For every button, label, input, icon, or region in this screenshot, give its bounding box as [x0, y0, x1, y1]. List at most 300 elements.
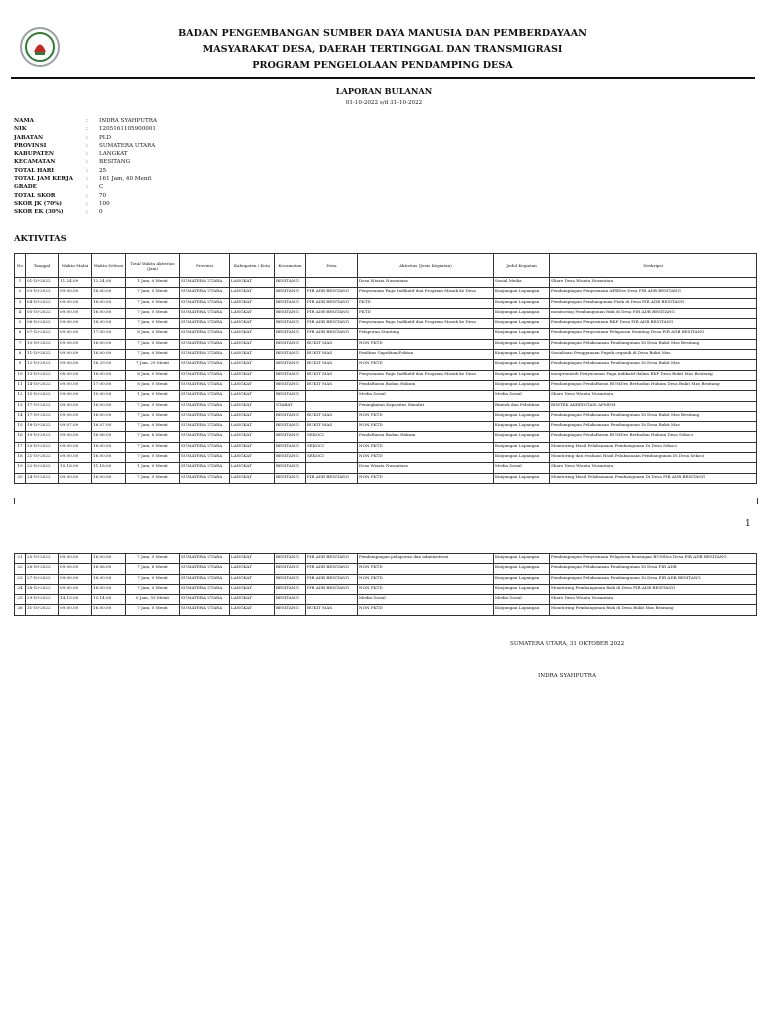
table-cell: 7 Jam, 0 Menit [126, 554, 180, 564]
table-cell: 09.00.00 [59, 473, 92, 483]
table-cell: 16.00.00 [92, 453, 126, 463]
table-cell: 17.00.00 [92, 329, 126, 339]
table-cell: 09.00.00 [59, 442, 92, 452]
table-row [15, 453, 757, 463]
table-cell: LANGKAT [230, 574, 275, 584]
table-cell: 16.00.00 [92, 411, 126, 421]
table-cell: SUMATERA UTARA [180, 595, 230, 605]
table-cell: SUMATERA UTARA [180, 339, 230, 349]
table-cell: 15.14.00 [92, 595, 126, 605]
table-cell: 0 Jam, 59 Menit [126, 595, 180, 605]
table-cell: Share Desa Wisata Nusantara [550, 463, 757, 473]
table-cell: NON PKTD [358, 360, 494, 370]
table-cell: Kunjungan Lapangan [494, 584, 550, 594]
table-cell: 7 Jam, 0 Menit [126, 411, 180, 421]
table-cell: Pendaftaran Badan Hukum [358, 432, 494, 442]
table-cell: Monitoring Hasil Pelaksanaan Pembangunan Di Desa Sekoci [550, 442, 757, 452]
table-cell: LANGKAT [230, 278, 275, 288]
table-cell: 11 [15, 380, 26, 390]
info-value: 70 [99, 192, 107, 199]
info-value: LANGKAT [99, 151, 128, 158]
report-period: 01-10-2022 s/d 31-10-2022 [345, 100, 423, 106]
table-cell: BESITANG [275, 339, 306, 349]
table-cell: PIR ADB BESITANG [306, 554, 358, 564]
info-row [14, 134, 157, 142]
info-label: NAMA [14, 118, 34, 124]
table-cell: LANGKAT [230, 319, 275, 329]
table-cell: 7 Jam, 0 Menit [126, 308, 180, 318]
table-cell: BESITANG [275, 453, 306, 463]
info-label: GRADE [14, 184, 37, 191]
table-cell: 09.00.00 [59, 329, 92, 339]
table-cell: SUMATERA UTARA [180, 288, 230, 298]
table-cell: 06-10-2022 [26, 319, 59, 329]
table-cell: LANGKAT [230, 329, 275, 339]
table-cell: Share Desa Wisata Nusantara [550, 391, 757, 401]
table-cell: 27-10-2022 [26, 574, 59, 584]
table-cell: 17-10-2022 [26, 401, 59, 411]
table-cell: Penyusunan Pagu Indikatif dan Program Masuk ke Desa [358, 370, 494, 380]
table-cell: 7 Jam, 0 Menit [126, 339, 180, 349]
table-cell: LANGKAT [230, 380, 275, 390]
table-cell: Pendampingan Pendaftaran BUMDes Berbadan Hukum Desa Sekoci [550, 432, 757, 442]
org-line-3: PROGRAM PENGELOLAAN PENDAMPING DESA [252, 60, 513, 71]
table-cell: 1 Jam, 0 Menit [126, 278, 180, 288]
logo-base [35, 52, 45, 55]
table-cell: 31-10-2022 [26, 605, 59, 615]
table-cell: NON PKTD [358, 411, 494, 421]
table-cell: BESITANG [275, 564, 306, 574]
table-cell: Pendampingan Pelaksanaan Pembangunan Di Desa PIR ADB BESITANG [550, 574, 757, 584]
table-cell: LANGKAT [230, 463, 275, 473]
table-cell: 17.00.00 [92, 380, 126, 390]
table-cell: 7 Jam, 6 Menit [126, 432, 180, 442]
info-row [14, 183, 157, 191]
info-label: SKOR EK (30%) [14, 209, 64, 216]
report-title: LAPORAN BULANAN [335, 86, 433, 96]
table-cell: 16.29.00 [92, 360, 126, 370]
table-cell: BESITANG [275, 329, 306, 339]
table-cell: Pendaftaran Badan Hukum [358, 380, 494, 390]
table-cell: 09.00.00 [59, 401, 92, 411]
table-cell: 01-10-2022 [26, 278, 59, 288]
table-row [15, 463, 757, 473]
info-value: 161 Jam, 40 Menit [99, 176, 152, 183]
table-cell: BESITANG [275, 595, 306, 605]
table-cell: Penyusunan Pagu Indikatif dan Program Masuk ke Desa [358, 288, 494, 298]
table-cell: 16.07.00 [92, 422, 126, 432]
activity-table [14, 253, 757, 484]
table-row [15, 605, 757, 615]
table-cell: BESITANG [275, 574, 306, 584]
info-separator: : [86, 192, 88, 199]
table-cell: LANGKAT [230, 442, 275, 452]
table-cell: 14-10-2022 [26, 380, 59, 390]
table-cell: 22-10-2022 [26, 463, 59, 473]
table-cell: 09.00.00 [59, 564, 92, 574]
table-cell: Desa Wisata Nusantara [358, 278, 494, 288]
table-row [15, 554, 757, 564]
table-cell: 24-10-2022 [26, 473, 59, 483]
table-cell: SUMATERA UTARA [180, 370, 230, 380]
table-cell: 09.00.00 [59, 605, 92, 615]
table-cell: 16.00.00 [92, 298, 126, 308]
table-cell: 7 Jam, 0 Menit [126, 422, 180, 432]
table-cell: Kunjungan Lapangan [494, 329, 550, 339]
column-header: Tanggal [26, 254, 59, 278]
table-cell: 7 Jam, 0 Menit [126, 288, 180, 298]
info-label: KABUPATEN [14, 151, 54, 158]
table-cell: PIR ADB BESITANG [306, 288, 358, 298]
column-header: Waktu Selesai [92, 254, 126, 278]
table-row [15, 278, 757, 288]
table-cell: LANGKAT [230, 339, 275, 349]
table-cell: Desa Wisata Nusantara [358, 463, 494, 473]
table-cell: Pendampingan Penyusunan Pelaporan Stunting Desa PIR ADB BESITANG [550, 329, 757, 339]
table-cell: Kunjungan Lapangan [494, 453, 550, 463]
table-cell: 10 [15, 370, 26, 380]
table-cell: Pendampingan Pelaksanaan Pembangunan Di Desa Bukit Mas [550, 360, 757, 370]
table-cell: PIR ADB BESITANG [306, 564, 358, 574]
table-cell: NON PKTD [358, 339, 494, 349]
table-cell: LANGKAT [230, 288, 275, 298]
personal-info [14, 117, 157, 217]
table-cell: 8 Jam, 0 Menit [126, 329, 180, 339]
table-cell: Kunjungan Lapangan [494, 564, 550, 574]
table-row [15, 473, 757, 483]
table-cell: 7 Jam, 0 Menit [126, 473, 180, 483]
table-cell: SEKOCI [306, 442, 358, 452]
table-cell: SUMATERA UTARA [180, 574, 230, 584]
table-cell: 16.00.00 [92, 401, 126, 411]
table-cell: Kunjungan Lapangan [494, 319, 550, 329]
table-cell: LANGKAT [230, 350, 275, 360]
table-cell: 17 [15, 442, 26, 452]
info-row [14, 167, 157, 175]
table-cell: SUMATERA UTARA [180, 473, 230, 483]
header-divider [11, 77, 755, 79]
info-separator: : [86, 151, 88, 158]
info-value: PLD [99, 134, 111, 141]
table-cell: 24 [15, 584, 26, 594]
ministry-logo [20, 27, 60, 67]
table-cell: 7 Jam, 0 Menit [126, 442, 180, 452]
table-cell: 15 [15, 422, 26, 432]
table-cell: SUMATERA UTARA [180, 422, 230, 432]
table-cell: 8 [15, 350, 26, 360]
org-line-2: MASYARAKAT DESA, DAERAH TERTINGGAL DAN TRANSMIGRASI [202, 44, 563, 55]
table-cell: STABAT [275, 401, 306, 411]
column-header: Kabupaten / Kota [230, 254, 275, 278]
table-cell: 16.00.00 [92, 605, 126, 615]
info-value: 1205161105900001 [99, 126, 156, 133]
table-cell: PIR ADB BESITANG [306, 584, 358, 594]
table-cell: 16.00.00 [92, 308, 126, 318]
table-cell: PIR ADB BESITANG [306, 574, 358, 584]
info-label: KECAMATAN [14, 159, 56, 166]
table-cell: Kunjungan Lapangan [494, 370, 550, 380]
table-cell: NON PKTD [358, 584, 494, 594]
table-cell: 20 [15, 473, 26, 483]
table-cell: BESITANG [275, 370, 306, 380]
table-cell: Kunjungan Lapangan [494, 411, 550, 421]
table-cell: PIR ADB BESITANG [306, 473, 358, 483]
table-row [15, 584, 757, 594]
table-row [15, 442, 757, 452]
logo-emblem [34, 45, 46, 53]
organization-header [150, 26, 615, 74]
table-cell: Media Sosial [494, 463, 550, 473]
table-cell: PKTD [358, 308, 494, 318]
table-cell: LANGKAT [230, 422, 275, 432]
table-cell: 16.00.00 [92, 350, 126, 360]
table-cell: BESITANG [275, 380, 306, 390]
table-cell: 09.00.00 [59, 288, 92, 298]
table-cell: Pendampingan Pelaksanaan Pembangunan Di Desa Bukit Mas [550, 422, 757, 432]
info-row [14, 192, 157, 200]
table-cell: 9 [15, 360, 26, 370]
column-header: Kecamatan [275, 254, 306, 278]
table-cell: Kunjungan Lapangan [494, 360, 550, 370]
table-cell: 16.06.00 [92, 432, 126, 442]
table-cell: monpromisth Penyusunan Pagu indikatif dalam RKP Desa Bukit Mas Besitang [550, 370, 757, 380]
table-cell: BUKIT MAS [306, 360, 358, 370]
table-cell: LANGKAT [230, 298, 275, 308]
table-cell: Sosialisasi Penggunaan Pupuk organik di Desa Bukit Mas [550, 350, 757, 360]
table-cell: 7 Jam, 0 Menit [126, 574, 180, 584]
table-cell: SUMATERA UTARA [180, 605, 230, 615]
table-cell: 09.00.00 [59, 453, 92, 463]
table-cell: 20-10-2022 [26, 442, 59, 452]
table-cell: 12.24.00 [92, 278, 126, 288]
table-cell: Kunjungan Lapangan [494, 308, 550, 318]
org-line-1: BADAN PENGEMBANGAN SUMBER DAYA MANUSIA DAN PEMBERDAYAAN [178, 28, 587, 39]
table-cell: BIMTEK AKREDITASI APMDM [550, 401, 757, 411]
table-cell: SUMATERA UTARA [180, 391, 230, 401]
table-cell: BESITANG [275, 360, 306, 370]
info-separator: : [86, 200, 88, 207]
table-cell: 16.06.00 [92, 564, 126, 574]
table-cell: Media Sosial [358, 391, 494, 401]
table-cell: BESITANG [275, 391, 306, 401]
info-label: JABATAN [14, 134, 44, 141]
table-cell: Media Sosial [494, 391, 550, 401]
table-cell: Kunjungan Lapangan [494, 432, 550, 442]
table-cell [306, 463, 358, 473]
table-cell: NON PKTD [358, 605, 494, 615]
table-row [15, 391, 757, 401]
table-cell: 04-10-2022 [26, 298, 59, 308]
table-cell: BESITANG [275, 554, 306, 564]
table-cell: LANGKAT [230, 554, 275, 564]
info-label: SKOR JK (70%) [14, 200, 63, 207]
table-cell: 10.18.00 [59, 463, 92, 473]
table-cell: Share Desa Wisata Nusantara [550, 595, 757, 605]
table-cell: 1 Jam, 0 Menit [126, 463, 180, 473]
column-header: Provinsi [180, 254, 230, 278]
table-cell: BESITANG [275, 308, 306, 318]
info-row [14, 150, 157, 158]
table-cell: LANGKAT [230, 605, 275, 615]
table-cell: 09.00.00 [59, 584, 92, 594]
table-cell: LANGKAT [230, 401, 275, 411]
table-cell: 18-10-2022 [26, 422, 59, 432]
table-cell: 7 Jam, 0 Menit [126, 584, 180, 594]
table-cell: 11.18.00 [92, 463, 126, 473]
table-cell: 09.00.00 [59, 308, 92, 318]
table-cell: Media Sosial [358, 595, 494, 605]
table-cell: 8 Jam, 0 Menit [126, 370, 180, 380]
info-separator: : [86, 134, 88, 141]
table-cell: 09.00.00 [59, 554, 92, 564]
table-cell: 16.00.00 [92, 288, 126, 298]
signature-place-date: SUMATERA UTARA, 31 OKTOBER 2022 [510, 641, 625, 647]
table-cell: 18 [15, 453, 26, 463]
page-number: 1 [745, 519, 751, 529]
table-cell: PKTD [358, 298, 494, 308]
table-cell: SUMATERA UTARA [180, 584, 230, 594]
table-row [15, 350, 757, 360]
table-cell: SUMATERA UTARA [180, 453, 230, 463]
table-row [15, 288, 757, 298]
table-cell: LANGKAT [230, 411, 275, 421]
table-cell: BUKIT MAS [306, 339, 358, 349]
table-cell: Media Sosial [494, 595, 550, 605]
table-row [15, 564, 757, 574]
table-cell: 26 [15, 605, 26, 615]
table-cell: 16.00.00 [92, 442, 126, 452]
table-cell: Monitoring Pembangunan fisik di Desa PIR ADB BESITANG [550, 584, 757, 594]
info-value: C [99, 184, 104, 191]
table-row [15, 308, 757, 318]
info-value: SUMATERA UTARA [99, 142, 156, 149]
info-value: 100 [99, 200, 110, 207]
table-cell: BESITANG [275, 422, 306, 432]
info-row [14, 200, 157, 208]
table-cell: BESITANG [275, 350, 306, 360]
table-cell: 26-10-2022 [26, 564, 59, 574]
table-row [15, 574, 757, 584]
table-cell: 11-10-2022 [26, 350, 59, 360]
table-cell: 7 Jam, 29 Menit [126, 360, 180, 370]
table-cell: Kunjungan Lapangan [494, 554, 550, 564]
table-cell: 12 [15, 391, 26, 401]
table-cell: NON PKTD [358, 453, 494, 463]
table-cell: NON PKTD [358, 422, 494, 432]
table-row [15, 329, 757, 339]
table-cell: 09.00.00 [59, 298, 92, 308]
table-cell: Kunjungan Lapangan [494, 298, 550, 308]
table-cell: NON PKTD [358, 564, 494, 574]
table-cell: NON PKTD [358, 442, 494, 452]
table-cell: BUKIT MAS [306, 422, 358, 432]
table-cell: BESITANG [275, 442, 306, 452]
table-cell: 15-10-2022 [26, 391, 59, 401]
table-cell: 08.00.00 [59, 370, 92, 380]
table-cell: 2 [15, 288, 26, 298]
table-cell: SUMATERA UTARA [180, 298, 230, 308]
signature-name: INDRA SYAHPUTRA [538, 673, 596, 679]
info-separator: : [86, 176, 88, 183]
info-separator: : [86, 209, 88, 216]
table-cell: SEKOCI [306, 453, 358, 463]
table-cell: LANGKAT [230, 595, 275, 605]
column-header: Judul Kegiatan [494, 254, 550, 278]
table-cell: SUMATERA UTARA [180, 350, 230, 360]
table-cell: Pendampingan Pembangunan Fisik di Desa PIR ADB BESITANG [550, 298, 757, 308]
table-cell: PIR ADB BESITANG [306, 329, 358, 339]
table-cell: BUKIT MAS [306, 370, 358, 380]
table-cell: 13 [15, 401, 26, 411]
table-row [15, 422, 757, 432]
table-cell [306, 278, 358, 288]
table-cell: 7 Jam, 0 Menit [126, 298, 180, 308]
table-cell: Kunjungan Lapangan [494, 473, 550, 483]
table-cell: 16.00.00 [92, 574, 126, 584]
table-row [15, 339, 757, 349]
table-cell: LANGKAT [230, 584, 275, 594]
table-cell: monitoring Pembangunan fisik di Desa PIR ADB BESITANG [550, 308, 757, 318]
table-cell: 1 [15, 278, 26, 288]
table-cell: BESITANG [275, 278, 306, 288]
table-cell: 14 [15, 411, 26, 421]
table-cell: 16.00.00 [92, 584, 126, 594]
table-cell: Pendampingan Pendaftaran BUMDes Berbadan Hukum Desa Bukit Mas Besitang [550, 380, 757, 390]
table-cell [306, 401, 358, 411]
table-cell: 5 [15, 319, 26, 329]
table-cell: SUMATERA UTARA [180, 554, 230, 564]
info-label: PROVINSI [14, 142, 47, 149]
table-cell: SUMATERA UTARA [180, 432, 230, 442]
table-cell: Monitoring dan evaluasi Hasil Pelaksanaan Pembangunan Di Desa Sekoci [550, 453, 757, 463]
table-cell: 7 Jam, 0 Menit [126, 605, 180, 615]
table-cell: BESITANG [275, 298, 306, 308]
table-cell: 09.00.00 [59, 350, 92, 360]
table-cell: Peningkatan Kapasitas Mandiri [358, 401, 494, 411]
table-cell: 16.00.00 [92, 370, 126, 380]
table-cell: 03-10-2022 [26, 288, 59, 298]
table-cell: Kunjungan Lapangan [494, 288, 550, 298]
section-title-aktivitas: AKTIVITAS [14, 233, 67, 243]
info-separator: : [86, 142, 88, 149]
info-label: NIK [14, 126, 27, 133]
table-cell: Sosial Media [494, 278, 550, 288]
table-cell: 3 [15, 298, 26, 308]
table-cell: 09.00.00 [59, 360, 92, 370]
table-cell: 7 Jam, 0 Menit [126, 319, 180, 329]
table-cell: 14.15.00 [59, 595, 92, 605]
table-cell: 10-10-2022 [26, 339, 59, 349]
table-cell: LANGKAT [230, 453, 275, 463]
table-cell: 09.00.00 [59, 391, 92, 401]
table-cell: 09.00.00 [59, 319, 92, 329]
table-cell: BESITANG [275, 319, 306, 329]
table-cell: Kunjungan Lapangan [494, 605, 550, 615]
table-cell: 28-10-2022 [26, 584, 59, 594]
table-cell: SUMATERA UTARA [180, 380, 230, 390]
table-cell: LANGKAT [230, 564, 275, 574]
table-cell: 7 Jam, 0 Menit [126, 453, 180, 463]
table-cell: Kunjungan Lapangan [494, 380, 550, 390]
table-cell: PIR ADB BESITANG [306, 298, 358, 308]
table-cell: SUMATERA UTARA [180, 411, 230, 421]
info-value: 25 [99, 167, 107, 174]
table-cell: 7 Jam, 6 Menit [126, 564, 180, 574]
table-cell: SUMATERA UTARA [180, 564, 230, 574]
table-cell: Penyusunan Pagu Indikatif dan Program Masuk ke Desa [358, 319, 494, 329]
table-cell: PIR ADB BESITANG [306, 319, 358, 329]
info-row [14, 158, 157, 166]
